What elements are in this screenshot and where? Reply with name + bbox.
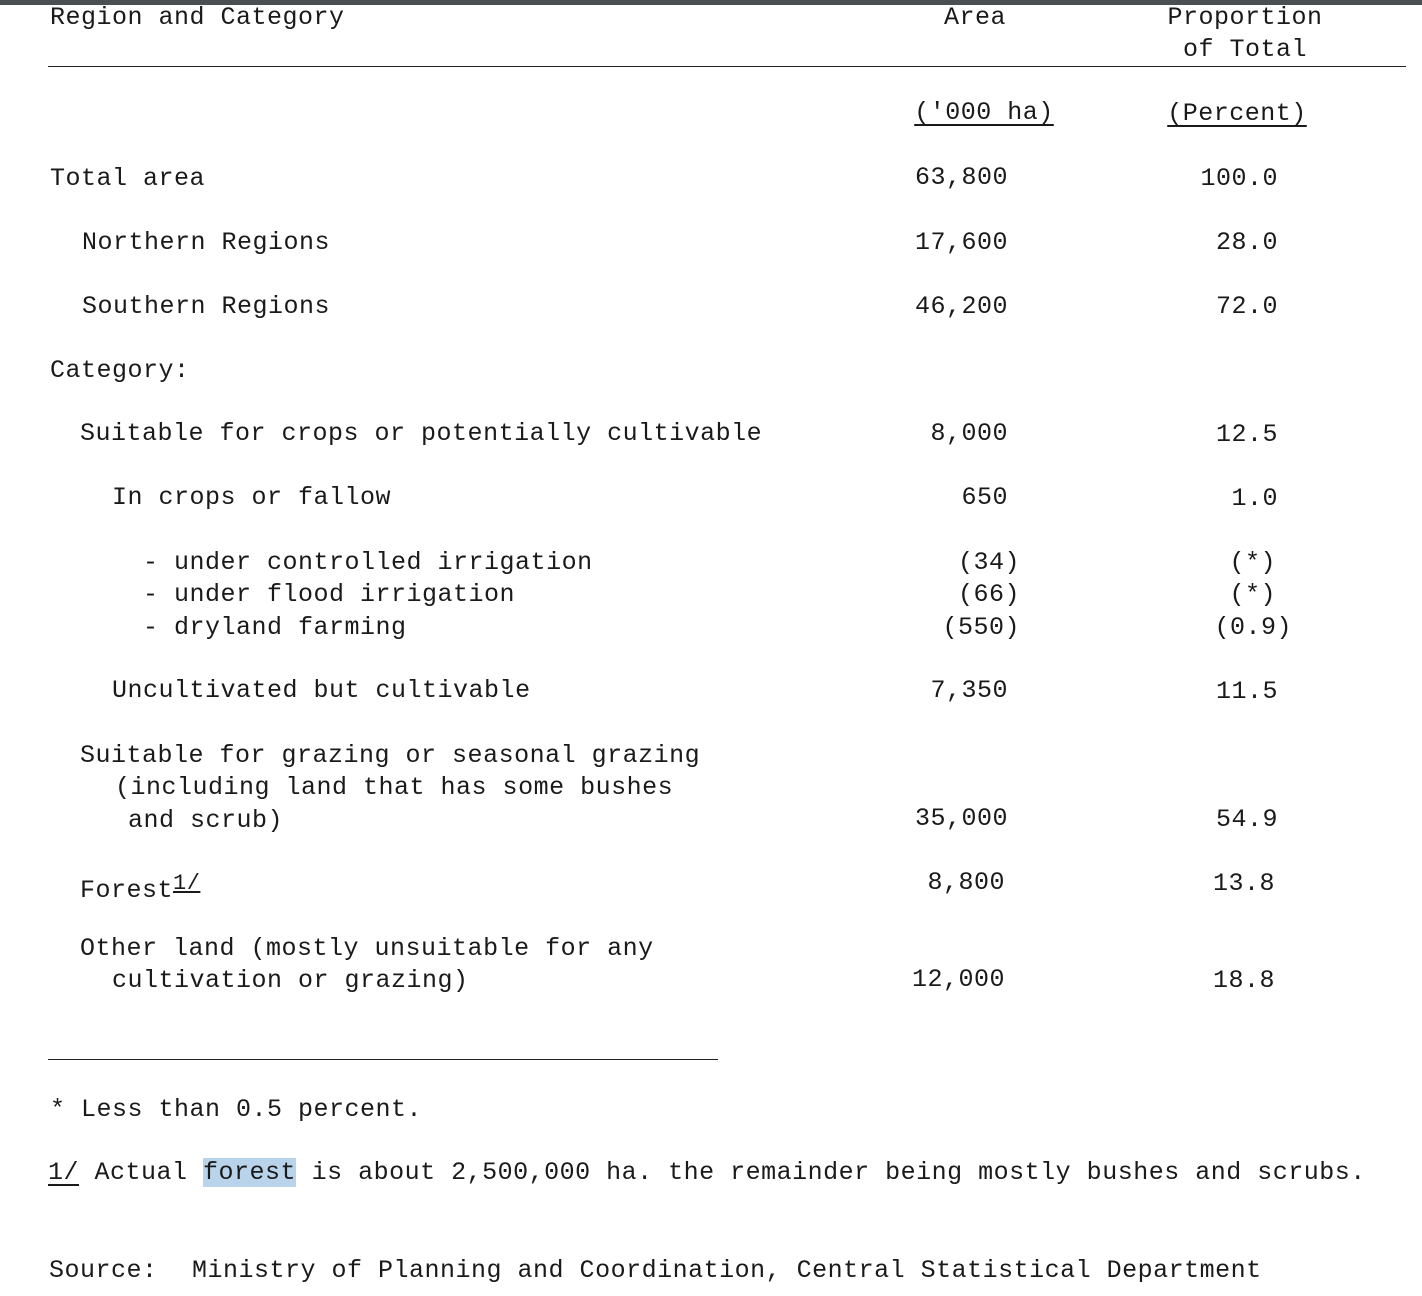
source-text: Ministry of Planning and Coordination, Central Statistical Department	[192, 1256, 1262, 1285]
row-label: Category:	[50, 356, 190, 385]
row-area: 17,600	[914, 228, 1008, 257]
row-label: - under flood irrigation	[143, 580, 516, 609]
unit-proportion: (Percent)	[1167, 99, 1307, 128]
row-percent: 12.5	[1215, 420, 1278, 449]
row-label: Total area	[50, 164, 206, 193]
row-label-line: and scrub)	[128, 806, 284, 835]
row-area: 63,800	[914, 163, 1008, 192]
header-rule	[48, 66, 1406, 67]
row-area: 7,350	[930, 676, 1008, 705]
row-percent: 1.0	[1231, 484, 1278, 513]
row-percent: 13.8	[1212, 869, 1275, 898]
row-label: Forest$^{1/}$	[80, 871, 201, 905]
row-area: 650	[961, 483, 1008, 512]
row-percent: 28.0	[1215, 228, 1278, 257]
row-percent: 54.9	[1215, 805, 1278, 834]
footnote-rule	[48, 1059, 718, 1060]
row-label: - under controlled irrigation	[143, 548, 593, 577]
row-percent: 100.0	[1200, 164, 1278, 193]
row-area: 35,000	[914, 804, 1008, 833]
row-area: 12,000	[911, 965, 1005, 994]
row-area: (34)	[957, 548, 1020, 577]
unit-area: ('000 ha)	[914, 98, 1054, 127]
row-area: 8,000	[930, 419, 1008, 448]
footnote-1-mark: 1/	[48, 1158, 80, 1187]
row-percent: (*)	[1229, 548, 1276, 577]
row-label-line: Suitable for grazing or seasonal grazing	[80, 741, 701, 770]
row-label: Uncultivated but cultivable	[112, 676, 531, 705]
footnote-1: 1/ Actual forest is about 2,500,000 ha. the remainder being mostly bushes and scrubs.	[48, 1158, 1366, 1187]
header-proportion-line2: of Total	[1182, 35, 1308, 64]
row-percent: 18.8	[1212, 966, 1275, 995]
row-label: Suitable for crops or potentially cultivable	[80, 419, 763, 448]
header-region-category: Region and Category	[50, 3, 345, 32]
row-percent: (*)	[1229, 580, 1276, 609]
header-area: Area	[943, 3, 1006, 32]
row-label: - dryland farming	[143, 613, 407, 642]
row-percent: 11.5	[1215, 677, 1278, 706]
row-label: Northern Regions	[82, 228, 331, 257]
row-label-line: Other land (mostly unsuitable for any	[80, 934, 654, 963]
row-area: (66)	[957, 580, 1020, 609]
header-proportion-line1: Proportion	[1167, 3, 1323, 32]
row-label: In crops or fallow	[112, 483, 392, 512]
footnote-star: * Less than 0.5 percent.	[50, 1095, 423, 1124]
highlighted-search-term[interactable]: forest	[203, 1158, 297, 1187]
row-percent: (0.9)	[1214, 613, 1292, 642]
row-area: 8,800	[927, 868, 1005, 897]
row-label-line: (including land that has some bushes	[115, 773, 674, 802]
source-label: Source:	[49, 1256, 158, 1285]
row-area: (550)	[942, 613, 1020, 642]
row-area: 46,200	[914, 292, 1008, 321]
row-percent: 72.0	[1215, 292, 1278, 321]
row-label: Southern Regions	[82, 292, 331, 321]
footnote-mark: 1/	[173, 871, 201, 896]
row-label-line: cultivation or grazing)	[112, 966, 469, 995]
